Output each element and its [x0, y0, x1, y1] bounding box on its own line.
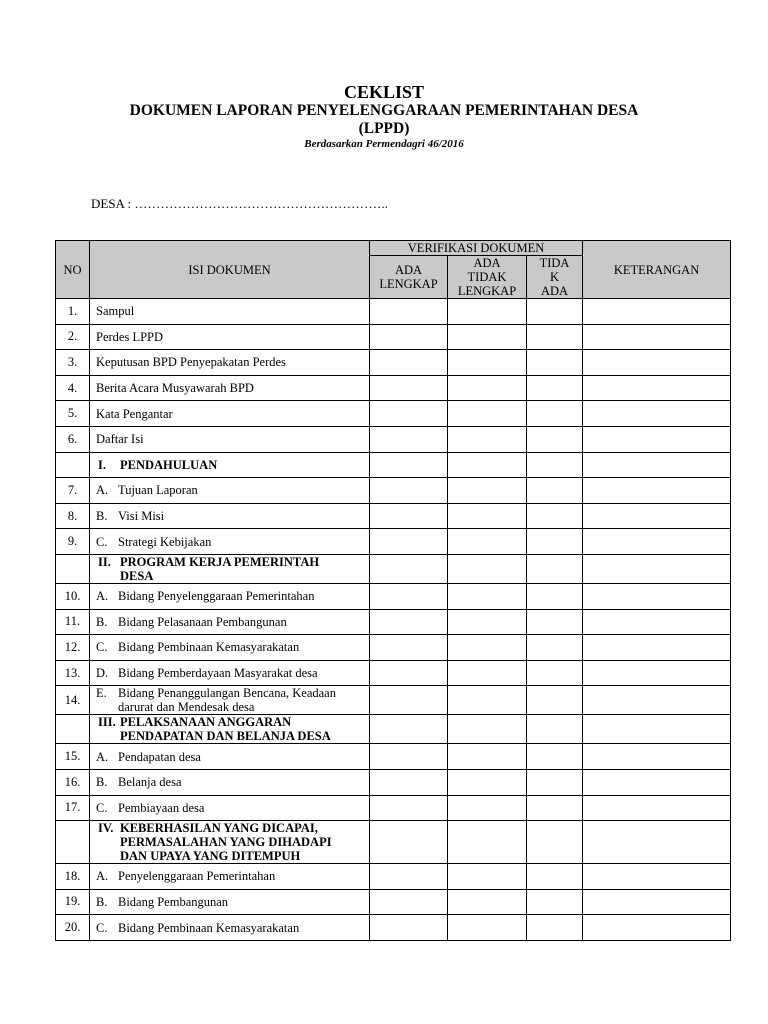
- section-title: PELAKSANAAN ANGGARAN: [120, 715, 292, 730]
- check-ada-lengkap[interactable]: [370, 452, 448, 478]
- table-row: [56, 795, 731, 821]
- check-ada-lengkap[interactable]: [370, 554, 448, 583]
- col-header-tidak-ada: [527, 256, 583, 299]
- check-ada-lengkap[interactable]: [370, 324, 448, 350]
- check-ada-tidak-lengkap[interactable]: [448, 452, 527, 478]
- table-row: [56, 609, 731, 635]
- row-text: Perdes LPPD: [96, 329, 164, 344]
- keterangan-cell[interactable]: [583, 795, 731, 821]
- row-text: Bidang Pembinaan Kemasyarakatan: [118, 640, 300, 655]
- col-header-line: ADA: [394, 263, 423, 277]
- row-number: 12.: [56, 635, 90, 661]
- row-document: [90, 795, 370, 821]
- check-tidak-ada[interactable]: [527, 375, 583, 401]
- check-ada-lengkap[interactable]: [370, 795, 448, 821]
- table-row: [56, 915, 731, 941]
- row-number: 16.: [56, 769, 90, 795]
- row-document: [90, 635, 370, 661]
- check-ada-lengkap[interactable]: [370, 609, 448, 635]
- checklist-table: [55, 240, 731, 941]
- check-tidak-ada[interactable]: [527, 795, 583, 821]
- row-letter: B.: [96, 775, 108, 790]
- check-ada-lengkap[interactable]: [370, 426, 448, 452]
- check-ada-lengkap[interactable]: [370, 583, 448, 609]
- row-number: 2.: [56, 324, 90, 350]
- row-letter: A.: [96, 483, 109, 498]
- row-letter: B.: [96, 894, 108, 909]
- col-header-line: ADA: [473, 256, 501, 270]
- row-text: Penyelenggaraan Pemerintahan: [118, 869, 276, 884]
- keterangan-cell[interactable]: [583, 915, 731, 941]
- table-row: [56, 769, 731, 795]
- check-ada-tidak-lengkap[interactable]: [448, 554, 527, 583]
- row-document: [90, 915, 370, 941]
- check-tidak-ada[interactable]: [527, 324, 583, 350]
- check-ada-tidak-lengkap[interactable]: [448, 401, 527, 427]
- row-letter: A.: [96, 869, 109, 884]
- row-document: [90, 426, 370, 452]
- row-document: [90, 478, 370, 504]
- row-number: 8.: [56, 503, 90, 529]
- row-number: 17.: [56, 795, 90, 821]
- keterangan-cell[interactable]: [583, 769, 731, 795]
- section-number: IV.: [98, 821, 114, 836]
- table-row: [56, 426, 731, 452]
- keterangan-cell[interactable]: [583, 452, 731, 478]
- section-title: PENDAHULUAN: [120, 457, 218, 472]
- check-ada-tidak-lengkap[interactable]: [448, 375, 527, 401]
- section-number: I.: [98, 457, 106, 472]
- check-ada-lengkap[interactable]: [370, 769, 448, 795]
- keterangan-cell[interactable]: [583, 686, 731, 715]
- check-ada-tidak-lengkap[interactable]: [448, 350, 527, 376]
- check-tidak-ada[interactable]: [527, 478, 583, 504]
- document-subtitle-acronym: (LPPD): [358, 120, 410, 137]
- row-text: Visi Misi: [118, 509, 165, 524]
- section-row: [56, 715, 731, 744]
- table-row: [56, 324, 731, 350]
- row-number: 20.: [56, 915, 90, 941]
- row-number: 9.: [56, 529, 90, 555]
- col-header-isi-dokumen: ISI DOKUMEN: [90, 241, 370, 299]
- keterangan-cell[interactable]: [583, 529, 731, 555]
- check-tidak-ada[interactable]: [527, 401, 583, 427]
- check-tidak-ada[interactable]: [527, 915, 583, 941]
- row-text: Bidang Pembangunan: [118, 894, 229, 909]
- keterangan-cell[interactable]: [583, 635, 731, 661]
- check-tidak-ada[interactable]: [527, 299, 583, 325]
- section-row: [56, 554, 731, 583]
- keterangan-cell[interactable]: [583, 554, 731, 583]
- check-ada-tidak-lengkap[interactable]: [448, 503, 527, 529]
- check-ada-tidak-lengkap[interactable]: [448, 660, 527, 686]
- check-ada-tidak-lengkap[interactable]: [448, 583, 527, 609]
- col-header-ada-tidak-lengkap: [448, 256, 527, 299]
- row-letter: A.: [96, 589, 109, 604]
- col-header-ada-lengkap: [370, 256, 448, 299]
- row-document: [90, 744, 370, 770]
- row-text: Pendapatan desa: [118, 749, 201, 764]
- row-text: Strategi Kebijakan: [118, 534, 212, 549]
- check-tidak-ada[interactable]: [527, 609, 583, 635]
- check-ada-tidak-lengkap[interactable]: [448, 769, 527, 795]
- col-header-line: TIDA: [539, 256, 570, 270]
- check-tidak-ada[interactable]: [527, 529, 583, 555]
- section-row: [56, 821, 731, 864]
- row-document: [90, 503, 370, 529]
- row-number: 1.: [56, 299, 90, 325]
- col-header-line: LENGKAP: [379, 277, 438, 291]
- check-ada-tidak-lengkap[interactable]: [448, 795, 527, 821]
- check-ada-tidak-lengkap[interactable]: [448, 686, 527, 715]
- section-title-continued: PERMASALAHAN YANG DIHADAPI: [120, 835, 332, 850]
- check-tidak-ada[interactable]: [527, 889, 583, 915]
- col-header-keterangan: KETERANGAN: [583, 241, 731, 299]
- check-ada-tidak-lengkap[interactable]: [448, 744, 527, 770]
- table-row: [56, 350, 731, 376]
- row-document: [90, 350, 370, 376]
- table-row: [56, 744, 731, 770]
- row-text-continued: darurat dan Mendesak desa: [118, 700, 255, 715]
- row-number: 15.: [56, 744, 90, 770]
- legal-basis: Berdasarkan Permendagri 46/2016: [304, 138, 464, 150]
- check-ada-tidak-lengkap[interactable]: [448, 821, 527, 864]
- row-number: 3.: [56, 350, 90, 376]
- row-number: 14.: [56, 686, 90, 715]
- row-document: [90, 299, 370, 325]
- col-header-line: TIDAK: [467, 270, 507, 284]
- table-row: [56, 583, 731, 609]
- row-letter: C.: [96, 800, 108, 815]
- section-number: II.: [98, 554, 111, 569]
- keterangan-cell[interactable]: [583, 889, 731, 915]
- check-ada-lengkap[interactable]: [370, 401, 448, 427]
- section-title: KEBERHASILAN YANG DICAPAI,: [120, 821, 318, 836]
- check-ada-lengkap[interactable]: [370, 529, 448, 555]
- row-document: [90, 864, 370, 890]
- keterangan-cell[interactable]: [583, 821, 731, 864]
- row-text: Pembiayaan desa: [118, 800, 205, 815]
- row-number: 10.: [56, 583, 90, 609]
- col-header-line: ADA: [540, 284, 569, 298]
- check-ada-lengkap[interactable]: [370, 375, 448, 401]
- row-number: 5.: [56, 401, 90, 427]
- keterangan-cell[interactable]: [583, 864, 731, 890]
- section-heading: [90, 821, 370, 864]
- section-row: [56, 452, 731, 478]
- check-tidak-ada[interactable]: [527, 503, 583, 529]
- check-ada-tidak-lengkap[interactable]: [448, 478, 527, 504]
- table-row: [56, 401, 731, 427]
- row-document: [90, 375, 370, 401]
- check-tidak-ada[interactable]: [527, 821, 583, 864]
- row-text: Bidang Pembinaan Kemasyarakatan: [118, 920, 300, 935]
- row-letter: B.: [96, 614, 108, 629]
- row-text: Keputusan BPD Penyepakatan Perdes: [96, 355, 286, 370]
- check-ada-lengkap[interactable]: [370, 864, 448, 890]
- keterangan-cell[interactable]: [583, 478, 731, 504]
- check-ada-tidak-lengkap[interactable]: [448, 715, 527, 744]
- row-number-empty: [56, 452, 90, 478]
- keterangan-cell[interactable]: [583, 744, 731, 770]
- row-text: Bidang Penyelenggaraan Pemerintahan: [118, 589, 315, 604]
- row-letter: C.: [96, 640, 108, 655]
- keterangan-cell[interactable]: [583, 609, 731, 635]
- document-subtitle: DOKUMEN LAPORAN PENYELENGGARAAN PEMERINTAHAN DESA: [129, 102, 639, 119]
- keterangan-cell[interactable]: [583, 401, 731, 427]
- row-letter: C.: [96, 534, 108, 549]
- keterangan-cell[interactable]: [583, 583, 731, 609]
- table-row: [56, 686, 731, 715]
- row-document: [90, 583, 370, 609]
- keterangan-cell[interactable]: [583, 324, 731, 350]
- check-ada-lengkap[interactable]: [370, 350, 448, 376]
- table-row: [56, 375, 731, 401]
- check-ada-lengkap[interactable]: [370, 889, 448, 915]
- row-document: [90, 324, 370, 350]
- keterangan-cell[interactable]: [583, 715, 731, 744]
- check-ada-lengkap[interactable]: [370, 635, 448, 661]
- row-number: 6.: [56, 426, 90, 452]
- row-number-empty: [56, 821, 90, 864]
- check-tidak-ada[interactable]: [527, 744, 583, 770]
- section-heading: [90, 452, 370, 478]
- check-tidak-ada[interactable]: [527, 452, 583, 478]
- table-row: [56, 478, 731, 504]
- check-tidak-ada[interactable]: [527, 660, 583, 686]
- check-ada-lengkap[interactable]: [370, 715, 448, 744]
- document-title: CEKLIST: [343, 82, 425, 102]
- check-ada-tidak-lengkap[interactable]: [448, 915, 527, 941]
- section-title-continued: DAN UPAYA YANG DITEMPUH: [120, 849, 301, 864]
- row-text: Bidang Penanggulangan Bencana, Keadaan: [118, 686, 336, 701]
- check-ada-lengkap[interactable]: [370, 660, 448, 686]
- check-ada-lengkap[interactable]: [370, 915, 448, 941]
- row-document: [90, 401, 370, 427]
- col-header-no: NO: [56, 241, 90, 299]
- row-number: 19.: [56, 889, 90, 915]
- check-ada-tidak-lengkap[interactable]: [448, 529, 527, 555]
- row-text: Belanja desa: [118, 775, 182, 790]
- row-number: 7.: [56, 478, 90, 504]
- row-text: Kata Pengantar: [96, 406, 173, 421]
- check-tidak-ada[interactable]: [527, 769, 583, 795]
- row-letter: A.: [96, 749, 109, 764]
- row-letter: B.: [96, 509, 108, 524]
- row-number-empty: [56, 715, 90, 744]
- row-document: [90, 686, 370, 715]
- row-document: [90, 769, 370, 795]
- row-text: Bidang Pelasanaan Pembangunan: [118, 614, 287, 629]
- row-document: [90, 609, 370, 635]
- keterangan-cell[interactable]: [583, 299, 731, 325]
- table-row: [56, 864, 731, 890]
- table-row: [56, 529, 731, 555]
- row-number: 11.: [56, 609, 90, 635]
- check-ada-tidak-lengkap[interactable]: [448, 299, 527, 325]
- section-title: PROGRAM KERJA PEMERINTAH: [120, 554, 320, 569]
- table-row: [56, 889, 731, 915]
- col-header-verifikasi: VERIFIKASI DOKUMEN: [370, 241, 583, 256]
- check-ada-lengkap[interactable]: [370, 503, 448, 529]
- check-tidak-ada[interactable]: [527, 715, 583, 744]
- row-text: Sampul: [96, 304, 135, 319]
- row-letter: E.: [96, 686, 107, 701]
- row-document: [90, 529, 370, 555]
- check-ada-lengkap[interactable]: [370, 299, 448, 325]
- row-document: [90, 889, 370, 915]
- section-heading: [90, 554, 370, 583]
- section-heading: [90, 715, 370, 744]
- table-row: [56, 503, 731, 529]
- check-tidak-ada[interactable]: [527, 864, 583, 890]
- section-title-continued: PENDAPATAN DAN BELANJA DESA: [120, 729, 331, 744]
- check-tidak-ada[interactable]: [527, 686, 583, 715]
- keterangan-cell[interactable]: [583, 503, 731, 529]
- row-number: 4.: [56, 375, 90, 401]
- row-number: 18.: [56, 864, 90, 890]
- check-ada-tidak-lengkap[interactable]: [448, 889, 527, 915]
- table-row: [56, 299, 731, 325]
- section-number: III.: [98, 715, 116, 730]
- check-ada-tidak-lengkap[interactable]: [448, 635, 527, 661]
- col-header-line: K: [550, 270, 560, 284]
- row-letter: C.: [96, 920, 108, 935]
- check-ada-tidak-lengkap[interactable]: [448, 426, 527, 452]
- col-header-line: LENGKAP: [457, 284, 517, 298]
- check-ada-lengkap[interactable]: [370, 478, 448, 504]
- keterangan-cell[interactable]: [583, 375, 731, 401]
- row-number-empty: [56, 554, 90, 583]
- table-row: [56, 660, 731, 686]
- check-ada-lengkap[interactable]: [370, 686, 448, 715]
- keterangan-cell[interactable]: [583, 426, 731, 452]
- check-ada-lengkap[interactable]: [370, 744, 448, 770]
- check-tidak-ada[interactable]: [527, 426, 583, 452]
- check-ada-tidak-lengkap[interactable]: [448, 864, 527, 890]
- keterangan-cell[interactable]: [583, 350, 731, 376]
- desa-field: DESA : …………………………………………………..: [91, 196, 388, 211]
- check-ada-tidak-lengkap[interactable]: [448, 609, 527, 635]
- row-text: Daftar Isi: [96, 432, 144, 447]
- check-ada-tidak-lengkap[interactable]: [448, 324, 527, 350]
- row-text: Tujuan Laporan: [118, 483, 198, 498]
- row-text: Berita Acara Musyawarah BPD: [96, 381, 254, 396]
- check-tidak-ada[interactable]: [527, 635, 583, 661]
- row-text: Bidang Pemberdayaan Masyarakat desa: [118, 666, 318, 681]
- check-tidak-ada[interactable]: [527, 554, 583, 583]
- row-letter: D.: [96, 666, 109, 681]
- check-tidak-ada[interactable]: [527, 583, 583, 609]
- check-tidak-ada[interactable]: [527, 350, 583, 376]
- row-document: [90, 660, 370, 686]
- table-row: [56, 635, 731, 661]
- row-number: 13.: [56, 660, 90, 686]
- check-ada-lengkap[interactable]: [370, 821, 448, 864]
- section-title-continued: DESA: [120, 568, 154, 583]
- keterangan-cell[interactable]: [583, 660, 731, 686]
